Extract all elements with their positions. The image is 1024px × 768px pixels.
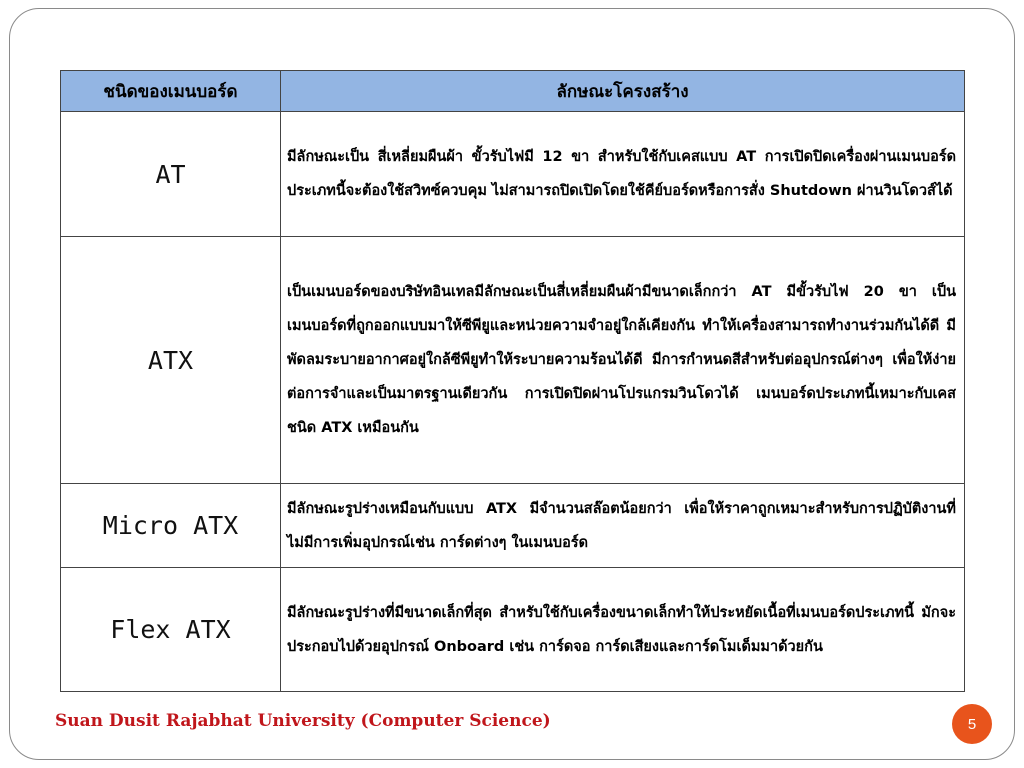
header-structure: ลักษณะโครงสร้าง (281, 71, 965, 112)
header-motherboard-type: ชนิดของเมนบอร์ด (61, 71, 281, 112)
row-type-at: AT (61, 112, 281, 237)
row-description-atx: เป็นเมนบอร์ดของบริษัทอินเทลมีลักษณะเป็นสี่เหลี่ยมผืนผ้ามีขนาดเล็กกว่า AT มีขั้วรับไฟ 20 ขา เป็นเมนบอร์ดที่ถูกออกแบบมาให้ซีพียูและหน่วยความจำอยู่ใกล้เคียงกัน ทำให้เครื่องสามารถทำงานร่วมกันได้ดี มีพัดลมระบายอากาศอยู่ใกล้ซีพียูทำให้ระบายความร้อนได้ดี มีการกำหนดสีสำหรับต่ออุปกรณ์ต่างๆ เพื่อให้ง่ายต่อการจำและเป็นมาตรฐานเดียวกัน การเปิดปิดผ่านโปรแกรมวินโดวได้ เมนบอร์ดประเภทนี้เหมาะกับเคสชนิด ATX เหมือนกัน (281, 237, 965, 484)
row-type-atx: ATX (61, 237, 281, 484)
table-header-row (61, 71, 965, 112)
row-type-flex-atx: Flex ATX (61, 568, 281, 692)
footer-university-name: Suan Dusit Rajabhat University (Computer Science) (55, 711, 551, 731)
row-description-micro-atx: มีลักษณะรูปร่างเหมือนกับแบบ ATX มีจำนวนสล๊อตน้อยกว่า เพื่อให้ราคาถูกเหมาะสำหรับการปฏิบัติงานที่ไม่มีการเพิ่มอุปกรณ์เช่น การ์ดต่างๆ ในเมนบอร์ด (281, 484, 965, 568)
table-row (61, 484, 965, 568)
motherboard-types-table (60, 70, 965, 692)
row-description-at: มีลักษณะเป็น สี่เหลี่ยมผืนผ้า ขั้วรับไฟมี 12 ขา สำหรับใช้กับเคสแบบ AT การเปิดปิดเครื่องผ่านเมนบอร์ดประเภทนี้จะต้องใช้สวิทซ์ควบคุม ไม่สามารถปิดเปิดโดยใช้คีย์บอร์ดหรือการสั่ง Shutdown ผ่านวินโดวส์ได้ (281, 112, 965, 237)
row-type-micro-atx: Micro ATX (61, 484, 281, 568)
row-description-flex-atx: มีลักษณะรูปร่างที่มีขนาดเล็กที่สุด สำหรับใช้กับเครื่องขนาดเล็กทำให้ประหยัดเนื้อที่เมนบอร์ดประเภทนี้ มักจะประกอบไปด้วยอุปกรณ์ Onboard เช่น การ์ดจอ การ์ดเสียงและการ์ดโมเด็มมาด้วยกัน (281, 568, 965, 692)
table-row (61, 237, 965, 484)
table-row (61, 568, 965, 692)
page-number-badge: 5 (952, 704, 992, 744)
table-row (61, 112, 965, 237)
